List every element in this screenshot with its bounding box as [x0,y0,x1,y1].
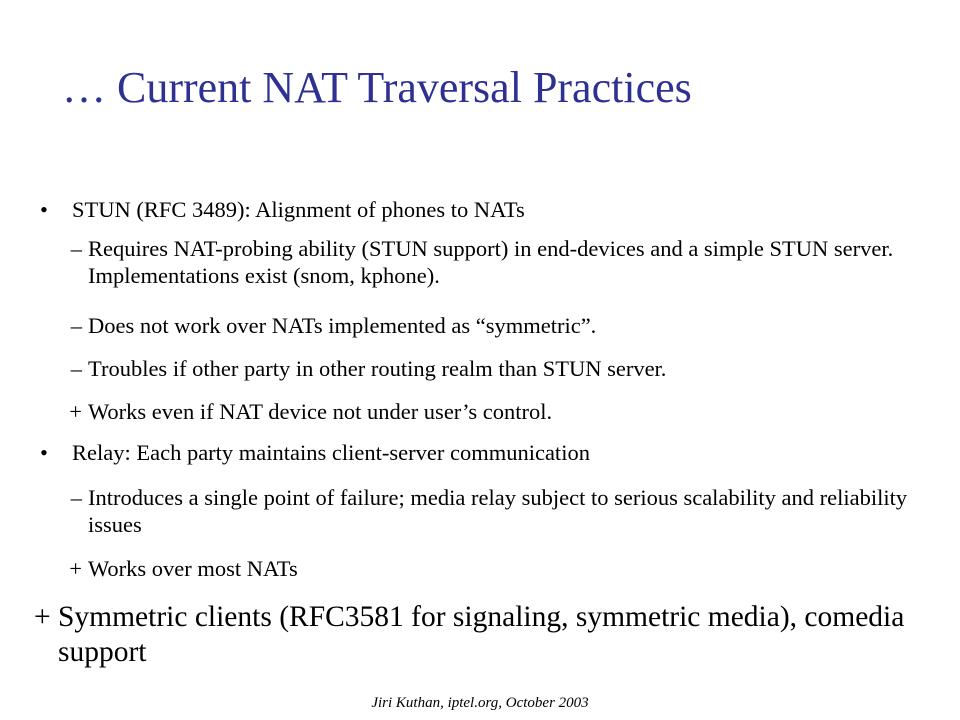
bullet-text: Relay: Each party maintains client-server communication [72,440,590,465]
bullet-text: STUN (RFC 3489): Alignment of phones to NATs [72,197,525,222]
subbullet-marker: – [70,313,82,338]
bullet-relay [40,439,932,466]
subbullet-text: Does not work over NATs implemented as “symmetric”. [88,313,597,338]
subbullet-marker: + [69,399,82,424]
slide-title: … Current NAT Traversal Practices [62,63,692,112]
bullet-stun [40,196,932,223]
subbullet-text: Introduces a single point of failure; media relay subject to serious scalability and reliability issues [88,485,908,537]
subbullet-marker: – [70,485,82,510]
bullet-marker: • [40,197,48,222]
subbullet-relay-failure [60,484,933,538]
subbullet-marker: – [70,236,82,261]
subbullet-stun-control [60,398,933,425]
subbullet-text: Troubles if other party in other routing realm than STUN server. [88,356,667,381]
bullet-marker: • [40,440,48,465]
bullet-symmetric-clients [34,600,938,670]
subbullet-relay-works [60,555,933,582]
subbullet-stun-requires [60,235,933,289]
subbullet-marker: – [70,356,82,381]
subbullet-marker: + [69,556,82,581]
subbullet-text: Works even if NAT device not under user’s control. [88,399,553,424]
subbullet-stun-realm [60,355,933,382]
subbullet-text: Requires NAT-probing ability (STUN support) in end-devices and a simple STUN server. Implementations exist (snom, kphone). [88,236,894,288]
bullet-marker: + [34,601,51,633]
slide-footer: Jiri Kuthan, iptel.org, October 2003 [371,695,589,711]
subbullet-text: Works over most NATs [88,556,298,581]
subbullet-stun-symmetric [60,312,933,339]
bullet-text: Symmetric clients (RFC3581 for signaling, symmetric media), comedia support [58,601,905,668]
